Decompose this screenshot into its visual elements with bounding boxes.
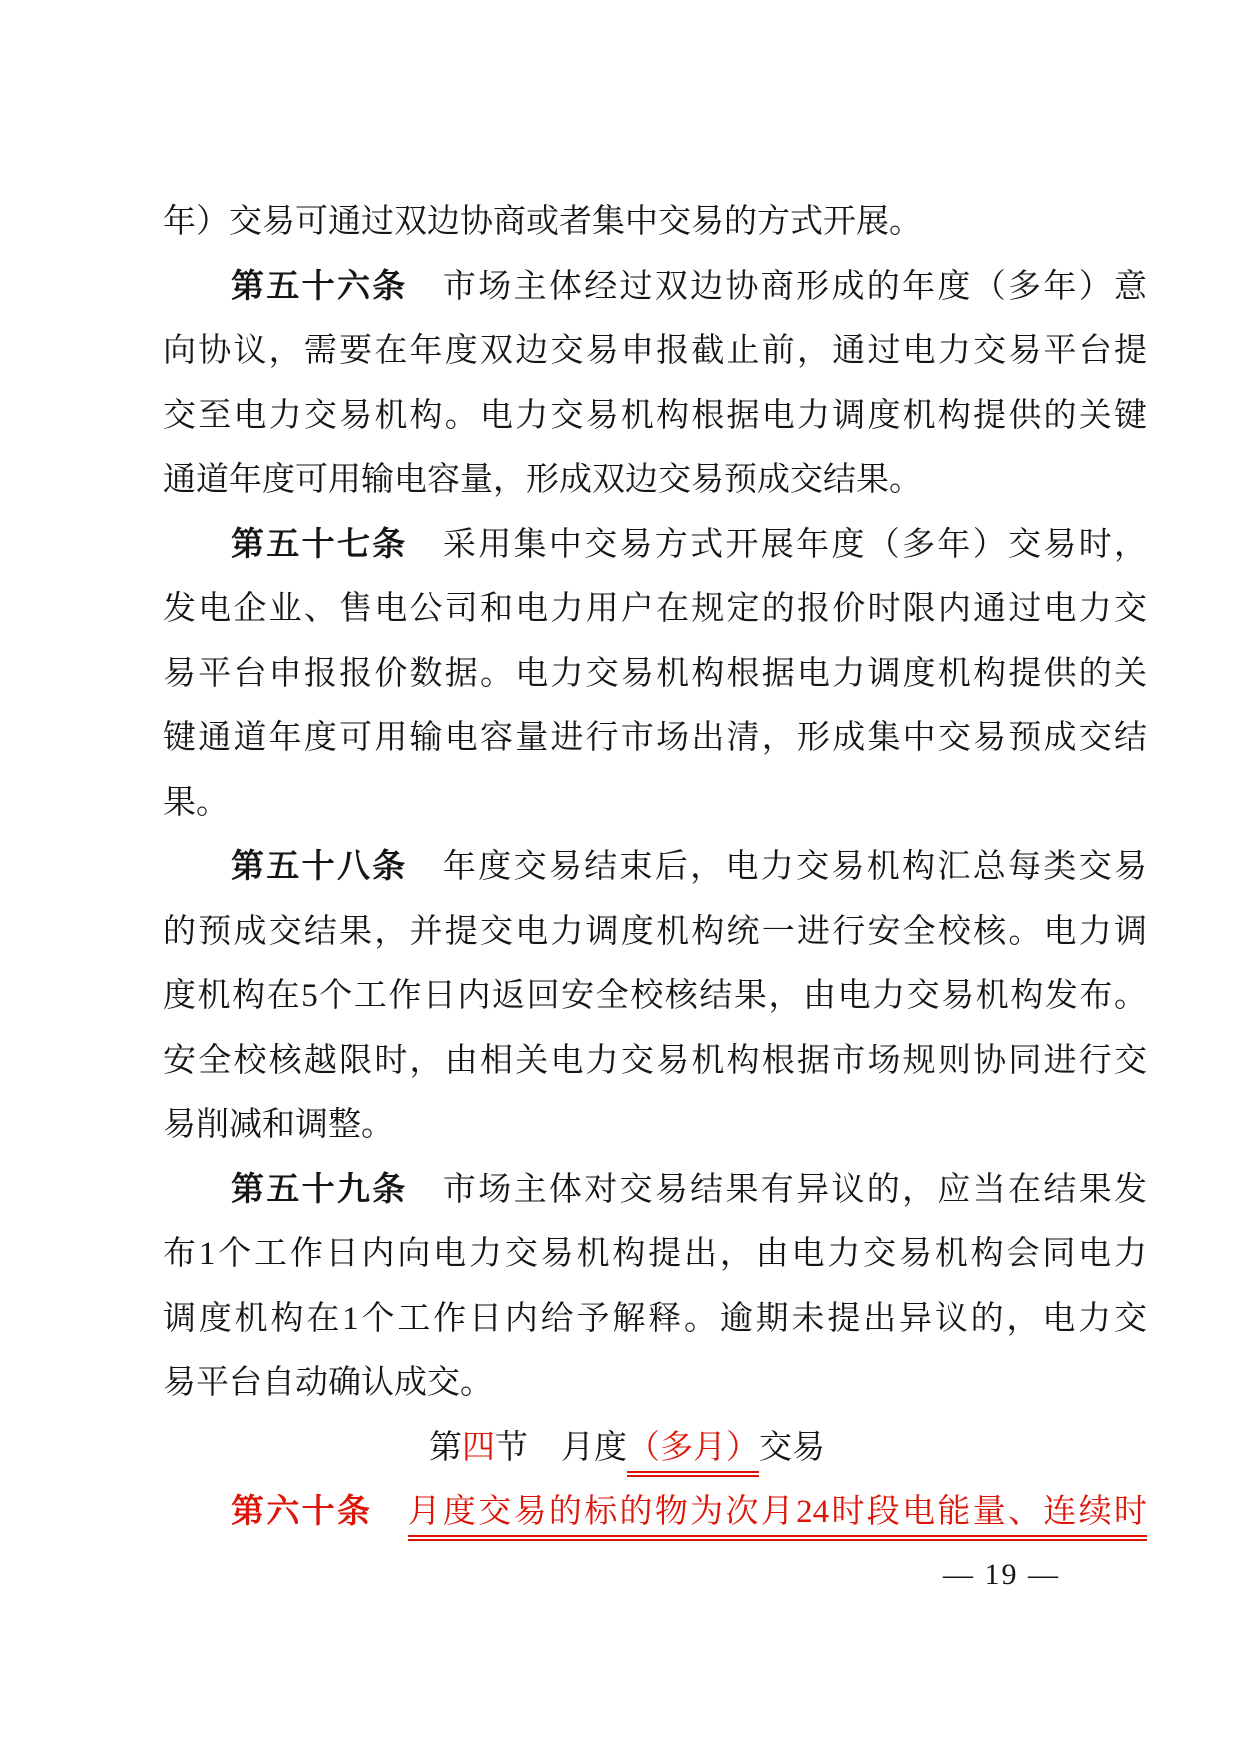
text-line (163, 771, 1147, 836)
heading-text: 节 月度 (495, 1429, 627, 1466)
spacer-text (372, 1494, 407, 1530)
text-line (163, 255, 1147, 320)
text-line (163, 1351, 1147, 1416)
text-line (163, 577, 1147, 642)
body-text: 的预成交结果，并提交电力调度机构统一进行安全校核。电力调 (163, 913, 1147, 950)
text-line (163, 706, 1147, 771)
text-line (163, 642, 1147, 707)
body-text: 布1个工作日内向电力交易机构提出，由电力交易机构会同电力 (163, 1236, 1147, 1272)
text-line (163, 1222, 1147, 1287)
body-text: 采用集中交易方式开展年度（多年）交易时， (407, 526, 1148, 563)
text-line (163, 835, 1147, 900)
body-text: 调度机构在1个工作日内给予解释。逾期未提出异议的，电力交 (163, 1300, 1147, 1337)
text-line (163, 964, 1147, 1029)
text-line (163, 319, 1147, 384)
body-text: 交至电力交易机构。电力交易机构根据电力调度机构提供的关键 (163, 397, 1147, 434)
body-text: 年度交易结束后，电力交易机构汇总每类交易 (407, 849, 1148, 885)
text-line (163, 448, 1147, 513)
section-heading (163, 1416, 1091, 1481)
inserted-underlined-text: 月度交易的标的物为次月24时段电能量、连续时 (408, 1494, 1147, 1541)
text-line (163, 1287, 1147, 1352)
page-number: — 19 — (943, 1558, 1060, 1591)
heading-text: 第 (429, 1429, 462, 1466)
text-line (163, 1029, 1147, 1094)
body-text: 向协议，需要在年度双边交易申报截止前，通过电力交易平台提 (163, 333, 1147, 369)
body-text: 易平台自动确认成交。 (163, 1365, 493, 1401)
text-line (163, 190, 1147, 255)
body-text: 安全校核越限时，由相关电力交易机构根据市场规则协同进行交 (163, 1042, 1147, 1079)
body-text: 发电企业、售电公司和电力用户在规定的报价时限内通过电力交 (163, 591, 1147, 627)
body-text: 年）交易可通过双边协商或者集中交易的方式开展。 (163, 204, 922, 240)
body-text: 度机构在5个工作日内返回安全校核结果，由电力交易机构发布。 (163, 978, 1147, 1014)
heading-text: 交易 (759, 1429, 825, 1466)
text-line (163, 1480, 1147, 1545)
article-number: 第五十九条 (231, 1171, 408, 1208)
article-number: 第五十七条 (231, 526, 408, 563)
article-number: 第五十八条 (231, 849, 408, 885)
body-text: 易削减和调整。 (163, 1107, 394, 1143)
heading-revision-text: 四 (462, 1429, 495, 1466)
article-number: 第六十条 (231, 1494, 373, 1530)
document-body (163, 190, 1147, 1545)
body-text: 通道年度可用输电容量，形成双边交易预成交结果。 (163, 462, 922, 498)
text-line (163, 513, 1147, 578)
body-text: 市场主体经过双边协商形成的年度（多年）意 (407, 268, 1148, 305)
body-text: 市场主体对交易结果有异议的，应当在结果发 (407, 1171, 1148, 1208)
text-line (163, 384, 1147, 449)
body-text: 果。 (163, 784, 229, 821)
text-line (163, 1093, 1147, 1158)
text-line (163, 900, 1147, 965)
article-number: 第五十六条 (231, 268, 408, 305)
heading-inserted-text: （多月） (627, 1430, 759, 1477)
body-text: 易平台申报报价数据。电力交易机构根据电力调度机构提供的关 (163, 655, 1147, 692)
body-text: 键通道年度可用输电容量进行市场出清，形成集中交易预成交结 (163, 720, 1147, 756)
text-line (163, 1158, 1147, 1223)
